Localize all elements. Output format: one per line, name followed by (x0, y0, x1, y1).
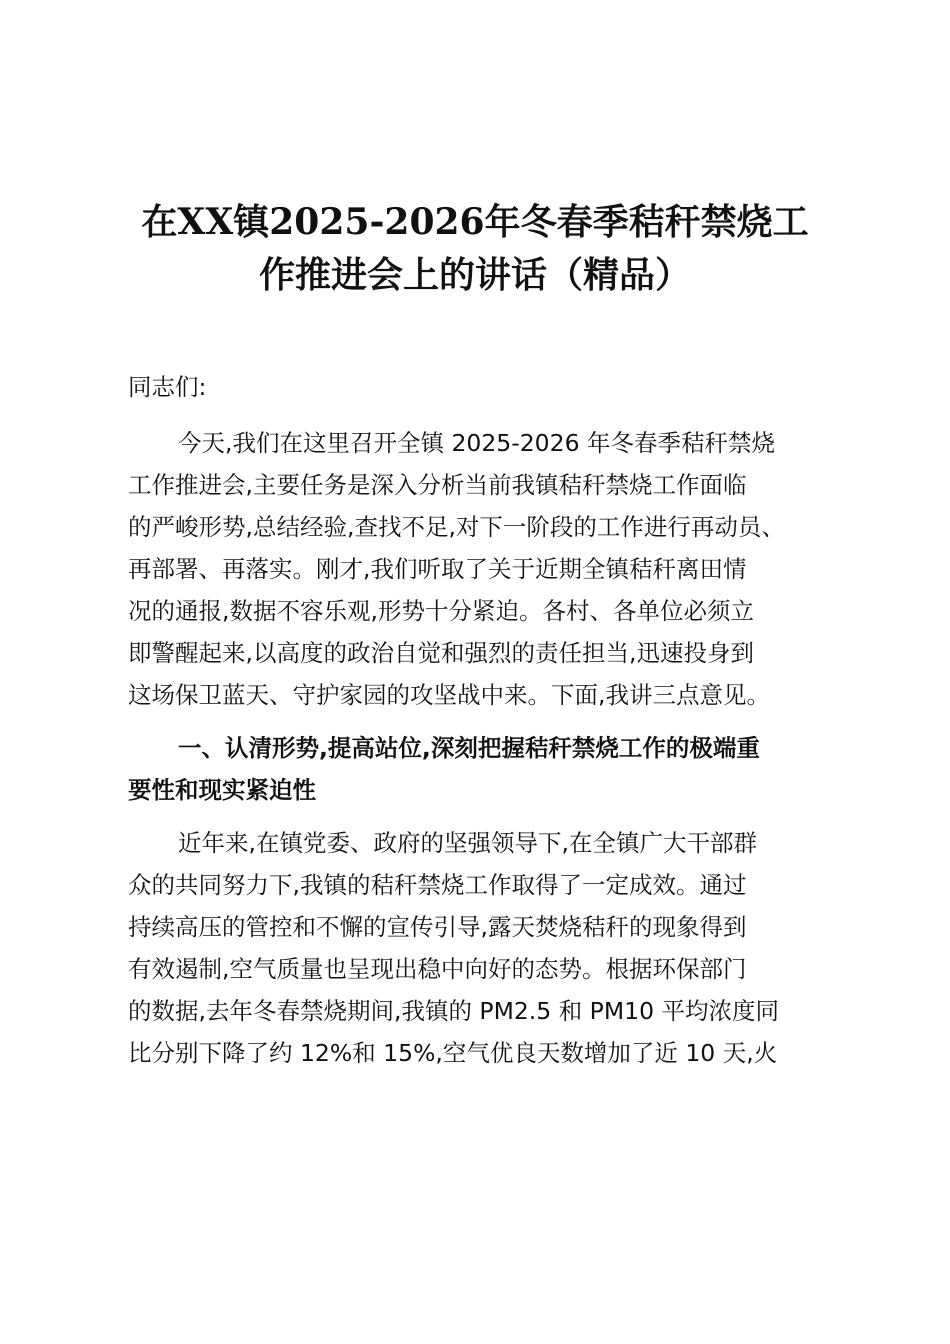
paragraph-line: 的严峻形势,总结经验,查找不足,对下一阶段的工作进行再动员、 (128, 513, 785, 541)
paragraph-line: 比分别下降了约 12%和 15%,空气优良天数增加了近 10 天,火 (128, 1039, 778, 1067)
document-body (128, 366, 824, 1074)
section-heading-1 (128, 727, 824, 811)
paragraph-gap (128, 811, 824, 822)
document-title (100, 196, 850, 302)
paragraph-section-1 (128, 822, 824, 1074)
salutation: 同志们: (128, 373, 207, 401)
paragraph-line: 况的通报,数据不容乐观,形势十分紧迫。各村、各单位必须立 (128, 597, 754, 625)
paragraph-line: 众的共同努力下,我镇的秸秆禁烧工作取得了一定成效。通过 (128, 871, 747, 899)
paragraph-line: 再部署、再落实。刚才,我们听取了关于近期全镇秸秆离田情 (128, 555, 747, 583)
heading-line: 要性和现实紧迫性 (128, 776, 316, 804)
paragraph-line: 近年来,在镇党委、政府的坚强领导下,在全镇广大干部群 (178, 829, 757, 857)
paragraph-line: 持续高压的管控和不懈的宣传引导,露天焚烧秸秆的现象得到 (128, 913, 747, 941)
paragraph-gap (128, 716, 824, 727)
paragraph-line: 这场保卫蓝天、守护家园的攻坚战中来。下面,我讲三点意见。 (128, 681, 770, 709)
paragraph-line: 工作推进会,主要任务是深入分析当前我镇秸秆禁烧工作面临 (128, 471, 747, 499)
paragraph-line: 的数据,去年冬春禁烧期间,我镇的 PM2.5 和 PM10 平均浓度同 (128, 997, 779, 1025)
title-line-1: 在XX镇2025-2026年冬春季秸秆禁烧工 (141, 201, 809, 243)
paragraph-line: 即警醒起来,以高度的政治自觉和强烈的责任担当,迅速投身到 (128, 639, 754, 667)
paragraph-opening (128, 422, 824, 716)
heading-line: 一、认清形势,提高站位,深刻把握秸秆禁烧工作的极端重 (178, 734, 760, 762)
paragraph-line: 有效遏制,空气质量也呈现出稳中向好的态势。根据环保部门 (128, 955, 747, 983)
paragraph-line: 今天,我们在这里召开全镇 2025-2026 年冬春季秸秆禁烧 (178, 429, 776, 457)
paragraph-gap (128, 408, 824, 422)
title-line-2: 作推进会上的讲话（精品） (258, 254, 691, 296)
